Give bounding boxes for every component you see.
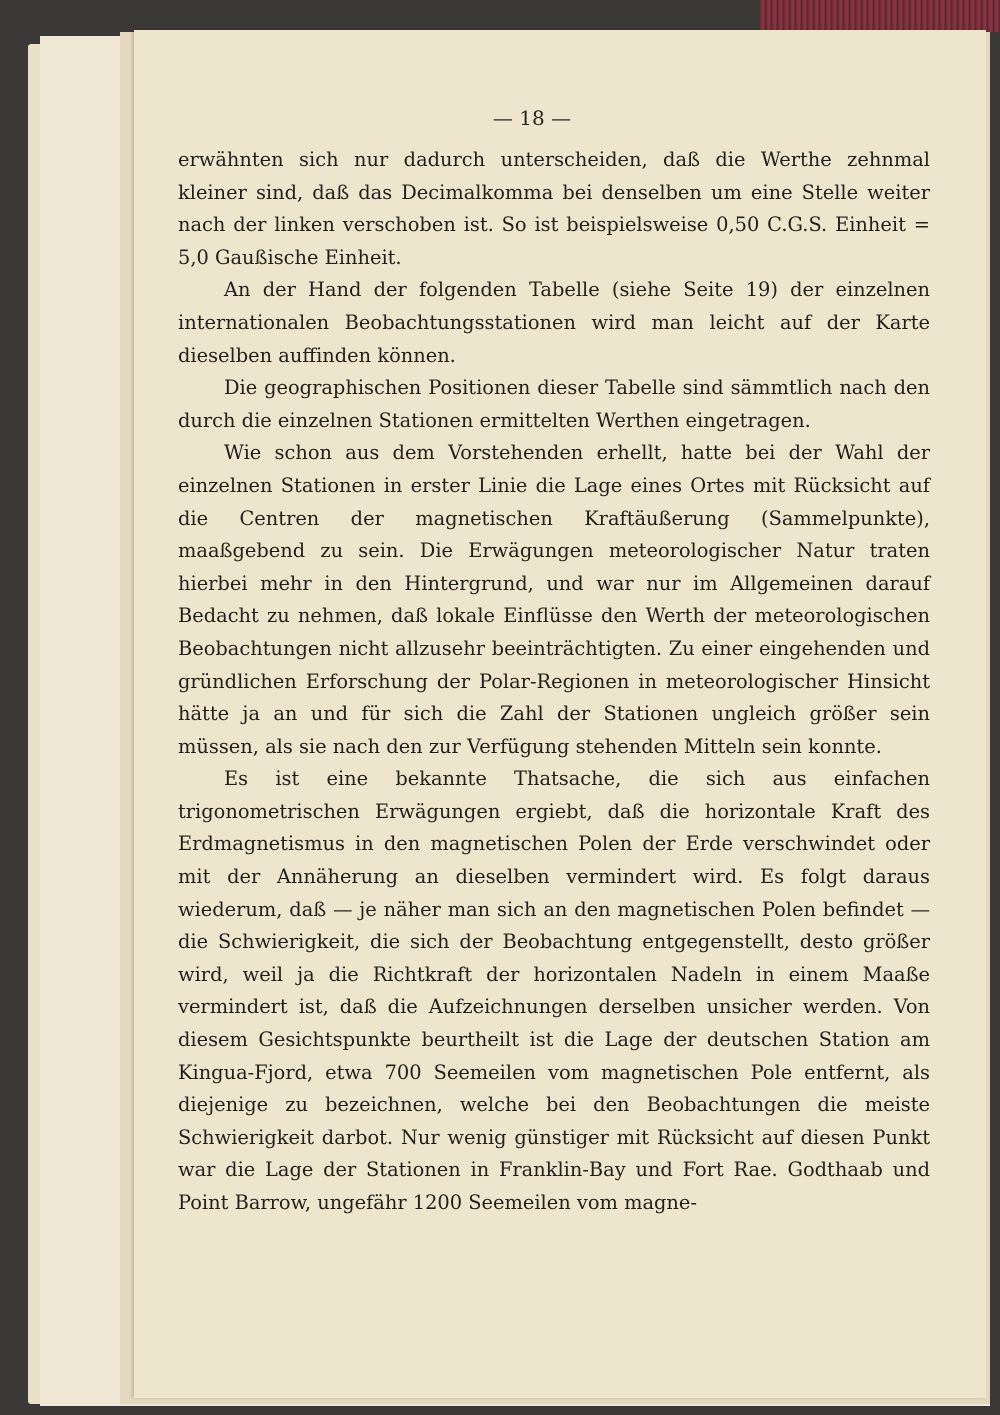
page-number: — 18 —	[492, 106, 572, 130]
paragraph-5: Es ist eine bekannte Thatsache, die sich aus einfachen trigonometrischen Erwägungen ergiebt, daß die horizontale Kraft des Erdmagnetismus in den magnetischen Polen der Erde verschwindet oder mit der Annäherung an dieselben vermindert wird. Es folgt daraus wiederum, daß — je näher man sich an den magnetischen Polen befindet — die Schwierigkeit, die sich der Beobachtung entgegenstellt, desto größer wird, weil ja die Richtkraft der horizontalen Nadeln in einem Maaße vermindert ist, daß die Aufzeichnungen derselben unsicher werden. Von diesem Gesichtspunkte beurtheilt ist die Lage der deutschen Station am Kingua-Fjord, etwa 700 Seemeilen vom magnetischen Pole entfernt, als diejenige zu bezeichnen, welche bei den Beobachtungen die meiste Schwierigkeit darbot. Nur wenig günstiger mit Rücksicht auf diesen Punkt war die Lage der Stationen in Franklin-Bay und Fort Rae. Godthaab und Point Barrow, ungefähr 1200 Seemeilen vom magne-	[178, 767, 930, 1214]
paragraph-2: An der Hand der folgenden Tabelle (siehe Seite 19) der einzelnen internationalen Beobachtungsstationen wird man leicht auf der Karte dieselben auffinden können.	[178, 278, 930, 367]
paragraph-4: Wie schon aus dem Vorstehenden erhellt, hatte bei der Wahl der einzelnen Stationen in erster Linie die Lage eines Ortes mit Rücksicht auf die Centren der magnetischen Kraftäußerung (Sammelpunkte), maaßgebend zu sein. Die Erwägungen meteorologischer Natur traten hierbei mehr in den Hintergrund, und war nur im Allgemeinen darauf Bedacht zu nehmen, daß lokale Einflüsse den Werth der meteorologischen Beobachtungen nicht allzusehr beeinträchtigten. Zu einer eingehenden und gründlichen Erforschung der Polar-Regionen in meteorologischer Hinsicht hätte ja an und für sich die Zahl der Stationen ungleich größer sein müssen, als sie nach den zur Verfügung stehenden Mitteln sein konnte.	[178, 441, 930, 758]
body-text	[178, 144, 930, 1220]
paragraph-1: erwähnten sich nur dadurch unterscheiden, daß die Werthe zehnmal kleiner sind, daß das Decimalkomma bei denselben um eine Stelle weiter nach der linken verschoben ist. So ist beispielsweise 0,50 C.G.S. Einheit = 5,0 Gaußische Einheit.	[178, 148, 930, 269]
book-binding-edge	[760, 0, 1000, 32]
paragraph-3: Die geographischen Positionen dieser Tabelle sind sämmtlich nach den durch die einzelnen Stationen ermittelten Werthen eingetragen.	[178, 376, 930, 432]
